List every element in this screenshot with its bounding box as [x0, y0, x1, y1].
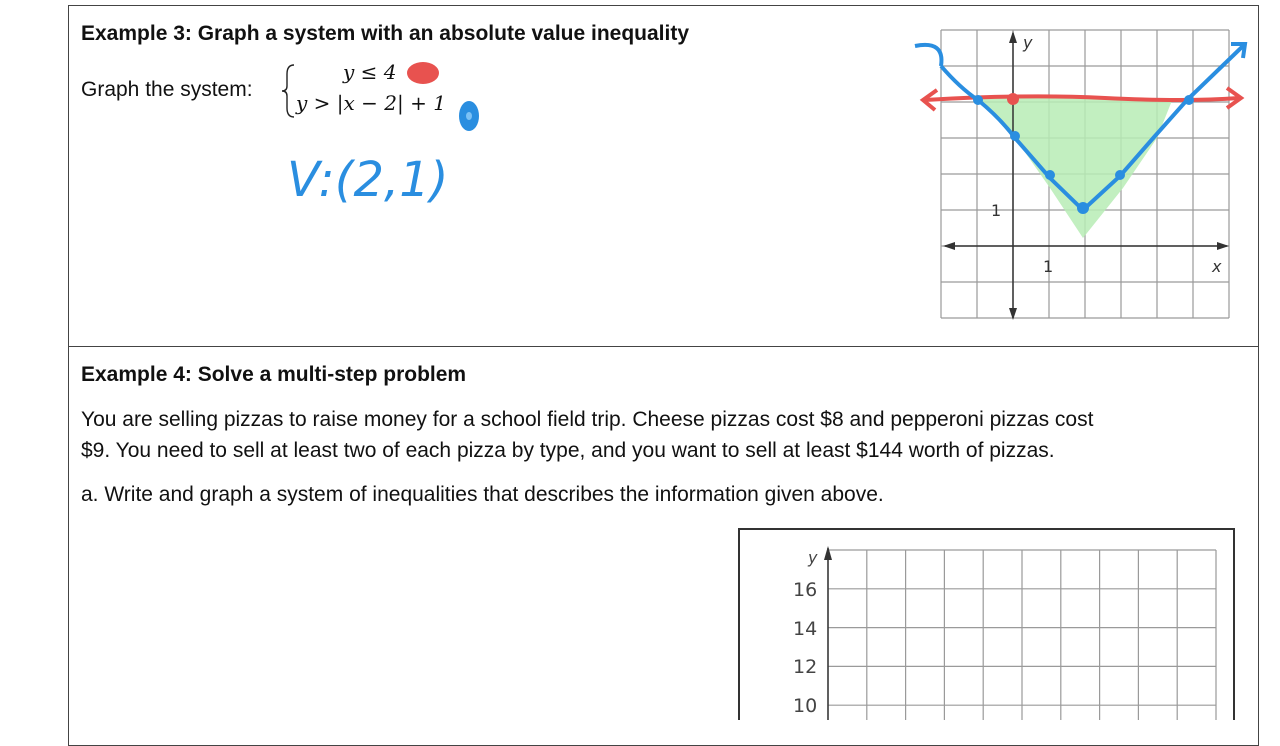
- x-axis-label: x: [1212, 257, 1222, 276]
- y-tick-16: 16: [793, 579, 818, 601]
- example-4-graph: [738, 528, 1238, 720]
- y-tick-10: 10: [793, 695, 818, 717]
- vertex-point: [1077, 202, 1089, 214]
- grid: [828, 550, 1216, 720]
- y-axis-variable: y: [808, 548, 818, 567]
- intercept-point: [1007, 93, 1019, 105]
- curve-arrow-left: [915, 45, 941, 66]
- example-4-part-a: a. Write and graph a system of inequalities that describes the information given above.: [81, 483, 884, 506]
- curve-point: [1010, 131, 1020, 141]
- example-3-graph: [905, 28, 1250, 328]
- y-axis-label: y: [1023, 33, 1033, 52]
- ink-dot-marks: [400, 58, 480, 138]
- example-4-paragraph-line-2: $9. You need to sell at least two of each pizza by type, and you want to sell at least $144 worth of pizzas.: [81, 439, 1055, 462]
- example-4-paragraph-line-1: You are selling pizzas to raise money for a school field trip. Cheese pizzas cost $8 and pepperoni pizzas cost: [81, 408, 1094, 431]
- example-4-heading: Example 4: Solve a multi-step problem: [81, 363, 467, 386]
- curve-point: [1045, 170, 1055, 180]
- solution-region: [980, 98, 1173, 238]
- x-axis-arrow-left: [943, 242, 955, 250]
- example-3-heading: Example 3: Graph a system with an absolute value inequality: [81, 22, 690, 45]
- y-tick-12: 12: [793, 656, 818, 678]
- curve-point: [973, 95, 983, 105]
- y-tick-14: 14: [793, 618, 818, 640]
- curve-point: [1115, 170, 1125, 180]
- y-axis-arrow-up: [1009, 31, 1017, 43]
- inequality-2: y > |x − 2| + 1: [296, 91, 446, 115]
- inequality-1: y ≤ 4: [343, 60, 397, 84]
- svg-text:V:(2,1): V:(2,1): [287, 152, 449, 208]
- y-axis-arrow-up: [824, 546, 832, 560]
- y-tick-label: 1: [991, 201, 1002, 220]
- x-axis-arrow-right: [1217, 242, 1229, 250]
- curve-point: [1184, 95, 1194, 105]
- x-tick-label: 1: [1043, 257, 1054, 276]
- handwritten-vertex-note: [285, 148, 455, 210]
- example-3-prompt: Graph the system:: [81, 78, 253, 101]
